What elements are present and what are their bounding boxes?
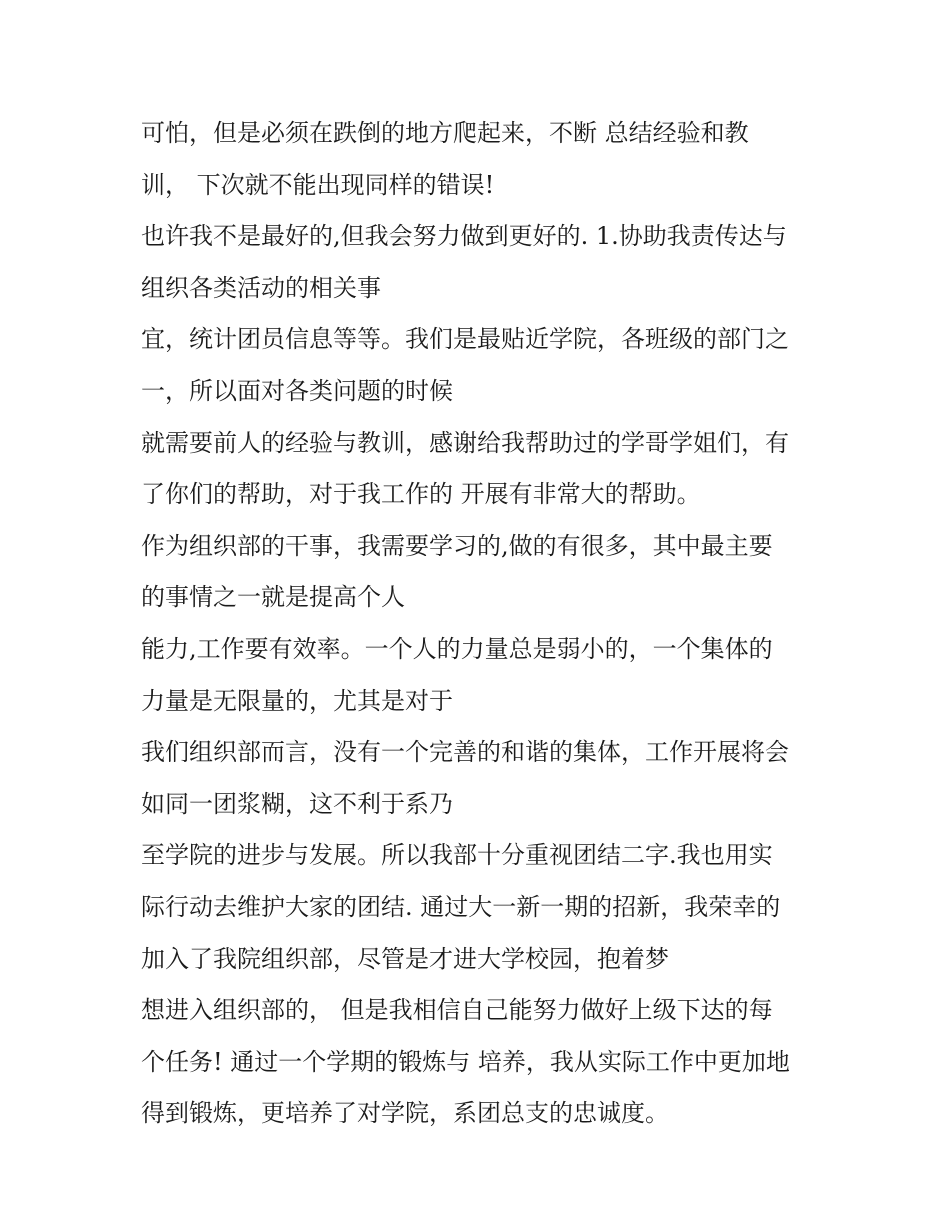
text-line: 宜，统计团员信息等等。我们是最贴近学院，各班级的部门之 [141,325,789,354]
text-line: 组织各类活动的相关事 [141,273,381,302]
text-line: 就需要前人的经验与教训，感谢给我帮助过的学哥学姐们，有 [141,428,789,457]
text-line: 作为组织部的干事，我需要学习的,做的有很多，其中最主要 [141,531,773,560]
text-line: 个任务! 通过一个学期的锻炼与 培养，我从实际工作中更加地 [141,1047,790,1076]
text-line: 至学院的进步与发展。所以我部十分重视团结二字.我也用实 [141,841,773,870]
text-line: 可怕，但是必须在跌倒的地方爬起来，不断 总结经验和教 [141,119,749,147]
text-line: 了你们的帮助，对于我工作的 开展有非常大的帮助。 [141,480,701,509]
body-text [141,108,831,1140]
text-line: 一，所以面对各类问题的时候 [141,376,453,405]
text-line: 想进入组织部的， 但是我相信自己能努力做好上级下达的每 [141,996,773,1025]
text-line: 得到锻炼，更培养了对学院，系团总支的忠诚度。 [141,1099,669,1128]
text-line: 力量是无限量的，尤其是对于 [141,686,453,715]
text-line: 我们组织部而言，没有一个完善的和谐的集体，工作开展将会 [141,738,789,767]
text-line: 能力,工作要有效率。一个人的力量总是弱小的，一个集体的 [141,634,773,663]
text-line: 如同一团浆糊，这不利于系乃 [141,789,453,818]
text-line: 也许我不是最好的,但我会努力做到更好的. 1.协助我责传达与 [141,222,787,251]
text-line: 加入了我院组织部，尽管是才进大学校园，抱着梦 [141,944,669,973]
text-line: 际行动去维护大家的团结. 通过大一新一期的招新，我荣幸的 [141,892,781,921]
text-line: 训， 下次就不能出现同样的错误! [141,170,495,199]
text-line: 的事情之一就是提高个人 [141,583,405,612]
